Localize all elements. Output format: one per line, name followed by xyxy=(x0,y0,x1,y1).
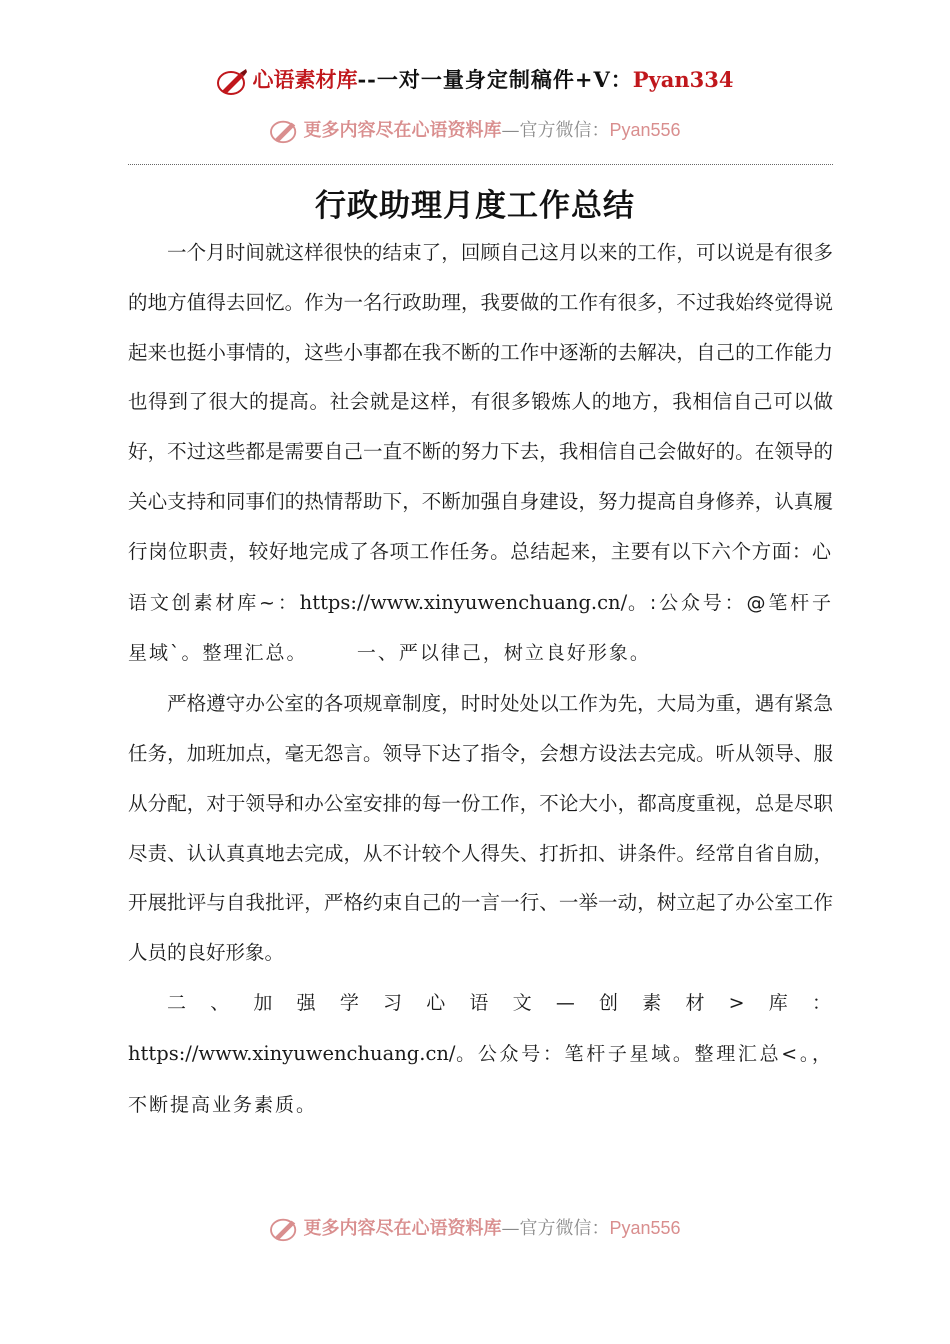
paragraph: 严格遵守办公室的各项规章制度，时时处处以工作为先，大局为重，遇有紧急任务，加班加点，毫无怨言。领导下达了指令，会想方设法去完成。听从领导、服从分配，对于领导和办公室安排的每一份工作，不论大小，都高度重视，总是尽职尽责、认认真真地去完成，从不计较个人得失、打折扣、讲条件。经常自省自励，开展批评与自我批评，严格约束自己的一言一行、一举一动，树立起了办公室工作人员的良好形象。 xyxy=(128,692,833,965)
header-tagline: --一对一量身定制稿件+V： xyxy=(357,67,633,92)
document-title: 行政助理月度工作总结 xyxy=(315,188,635,224)
more-content-text: 更多内容尽在心语资料库 xyxy=(303,1218,502,1239)
dash: — xyxy=(501,1218,520,1239)
top-header xyxy=(0,64,950,97)
more-content-text: 更多内容尽在心语资料库 xyxy=(303,120,502,141)
section-heading: 二、加强学习心语文—创素材>库： xyxy=(167,991,833,1014)
section-heading: 一、严以律己，树立良好形象。 xyxy=(356,642,651,665)
sub-header-watermark xyxy=(0,116,950,145)
official-wechat-id: Pyan556 xyxy=(609,1218,681,1238)
dash: — xyxy=(501,120,520,141)
header-divider xyxy=(128,164,833,165)
source-note: 。:公众号：@笔杆子星域`。整理汇总。 xyxy=(128,591,834,665)
pen-logo-icon xyxy=(269,117,301,145)
footer-watermark xyxy=(0,1214,950,1243)
official-wechat-id: Pyan556 xyxy=(609,120,681,140)
official-wechat-label: 官方微信： xyxy=(519,120,610,141)
official-wechat-label: 官方微信： xyxy=(519,1218,610,1239)
paragraph-text: 一个月时间就这样很快的结束了，回顾自己这月以来的工作，可以说是有很多的地方值得去回忆。作为一名行政助理，我要做的工作有很多，不过我始终觉得说起来也挺小事情的，这些小事都在我不断的工作中逐渐的去解决，自己的工作能力也得到了很大的提高。社会就是这样，有很多锻炼人的地方，我相信自己可以做好，不过这些都是需要自己一直不断的努力下去，我相信自己会做好的。在领导的关心支持和同事们的热情帮助下，不断加强自身建设，努力提高自身修养，认真履行岗位职责，较好地完成了各项工作任务。总结起来，主要有以下六个方面： xyxy=(128,241,833,563)
header-wechat-id: Pyan334 xyxy=(632,67,734,92)
pen-logo-icon xyxy=(269,1215,301,1243)
source-url: https://www.xinyuwenchuang.cn/ xyxy=(128,1041,456,1065)
section-heading: 。公众号：笔杆子星域。整理汇总<。，不断提高业务素质。 xyxy=(128,1042,833,1116)
paragraph xyxy=(128,978,833,1130)
brand-name: 心语素材库 xyxy=(252,67,358,92)
source-note: 心语文创素材库~： xyxy=(128,540,833,614)
document-body xyxy=(128,228,833,1130)
source-url: https://www.xinyuwenchuang.cn/ xyxy=(299,590,628,614)
pen-logo-icon xyxy=(216,67,250,97)
paragraph xyxy=(128,228,833,679)
